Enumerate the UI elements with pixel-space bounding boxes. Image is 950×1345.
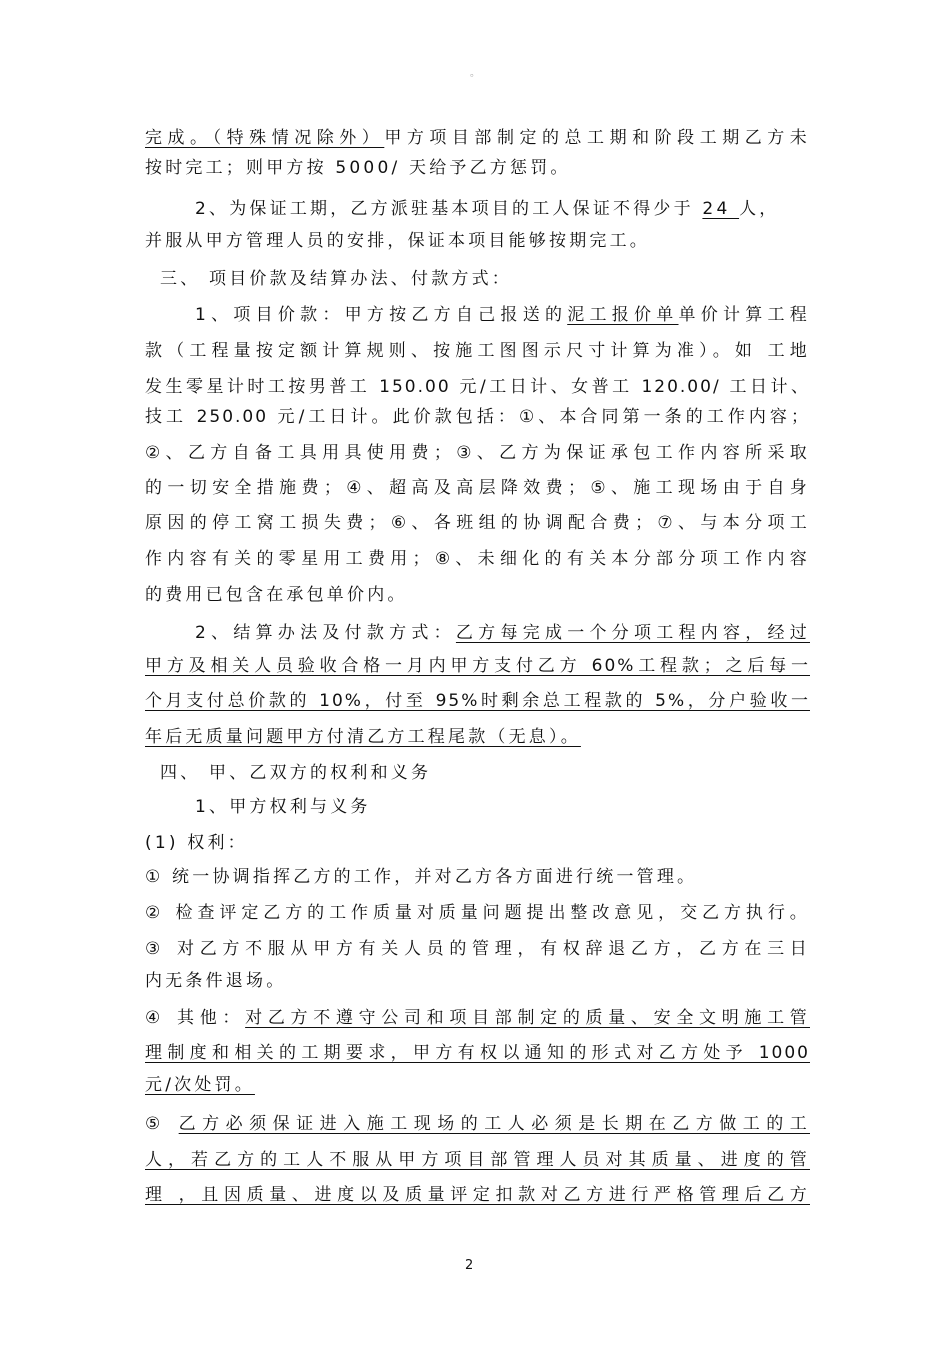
text-run: ① 统一协调指挥乙方的工作，并对乙方各方面进行统一管理。 (145, 867, 698, 887)
text-run: 人， (739, 199, 780, 219)
text-line (145, 1149, 810, 1171)
text-line (145, 902, 810, 924)
text-run: 四、 甲、乙双方的权利和义务 (160, 763, 432, 783)
text-run: ② 检查评定乙方的工作质量对质量问题提出整改意见，交乙方执行。 (145, 903, 810, 923)
underlined-text: 个月支付总价款的 10%，付至 95%时剩余总工程款的 5%，分户验收一 (145, 691, 810, 711)
text-run: 三、 项目价款及结算办法、付款方式： (160, 269, 513, 289)
text-run: 的一切安全措施费；④、超高及高层降效费；⑤、施工现场由于自身 (145, 478, 810, 498)
text-line (145, 584, 810, 606)
text-line (145, 1184, 810, 1206)
text-line (145, 376, 810, 398)
text-line (145, 726, 810, 748)
text-line (145, 477, 810, 499)
text-run: 甲方项目部制定的总工期和阶段工期乙方未 (384, 128, 810, 148)
text-line (145, 512, 810, 534)
text-run: 1、项目价款：甲方按乙方自己报送的 (195, 305, 568, 325)
text-line (145, 230, 810, 252)
underlined-text: 乙方每完成一个分项工程内容，经过 (455, 623, 810, 643)
text-run: ②、乙方自备工具用具使用费；③、乙方为保证承包工作内容所采取 (145, 443, 810, 463)
text-line (145, 340, 810, 362)
text-run: 原因的停工窝工损失费；⑥、各班组的协调配合费；⑦、与本分项工 (145, 513, 810, 533)
underlined-text: 人，若乙方的工人不服从甲方项目部管理人员对其质量、进度的管 (145, 1150, 810, 1170)
text-line (145, 1007, 810, 1029)
underlined-text: 甲方及相关人员验收合格一月内甲方支付乙方 60%工程款；之后每一 (145, 656, 810, 676)
text-line (145, 655, 810, 677)
underlined-text: 理 ，且因质量、进度以及质量评定扣款对乙方进行严格管理后乙方 (145, 1185, 810, 1205)
text-line (145, 690, 810, 712)
text-line (145, 406, 810, 428)
text-run: ⑤ (145, 1114, 179, 1134)
text-line (145, 548, 810, 570)
text-line (195, 198, 810, 220)
text-line (145, 970, 810, 992)
text-run: ③ 对乙方不服从甲方有关人员的管理，有权辞退乙方，乙方在三日 (145, 939, 810, 959)
text-line (145, 127, 810, 149)
underlined-text: 24 (702, 199, 740, 219)
underlined-text: 年后无质量问题甲方付清乙方工程尾款（无息）。 (145, 727, 581, 747)
underlined-text: 理制度和相关的工期要求，甲方有权以通知的形式对乙方处予 1000 (145, 1043, 810, 1063)
text-run: 技工 250.00 元/工日计。此价款包括：①、本合同第一条的工作内容； (145, 407, 810, 427)
text-run: 单价计算工程 (678, 305, 811, 325)
underlined-text: 泥工报价单 (567, 305, 679, 325)
text-line (160, 268, 810, 290)
text-run: 按时完工；则甲方按 5000/ 天给予乙方惩罚。 (145, 158, 571, 178)
text-run: ④ 其他： (145, 1008, 246, 1028)
text-run: 1、甲方权利与义务 (195, 797, 371, 817)
text-run: 款（工程量按定额计算规则、按施工图图示尺寸计算为准）。如 工地 (145, 341, 810, 361)
page-number: 2 (465, 1258, 474, 1273)
text-run: 内无条件退场。 (145, 971, 287, 991)
text-run: (1) 权利： (145, 833, 248, 853)
text-run: 2、为保证工期，乙方派驻基本项目的工人保证不得少于 (195, 199, 703, 219)
text-run: 2、结算办法及付款方式： (195, 623, 456, 643)
text-line (160, 762, 810, 784)
underlined-text: 完成。（特殊情况除外） (145, 128, 385, 148)
text-run: 并服从甲方管理人员的安排，保证本项目能够按期完工。 (145, 231, 650, 251)
text-line (195, 304, 810, 326)
text-line (145, 938, 810, 960)
text-line (195, 622, 810, 644)
header-mark: 。 (470, 68, 480, 79)
text-run: 作内容有关的零星用工费用；⑧、未细化的有关本分部分项工作内容 (145, 549, 810, 569)
text-line (145, 1113, 810, 1135)
text-line (145, 866, 810, 888)
text-run: 的费用已包含在承包单价内。 (145, 585, 408, 605)
underlined-text: 对乙方不遵守公司和项目部制定的质量、安全文明施工管 (245, 1008, 810, 1028)
text-line (195, 796, 810, 818)
text-line (145, 157, 810, 179)
text-line (145, 1074, 810, 1096)
underlined-text: 乙方必须保证进入施工现场的工人必须是长期在乙方做工的工 (178, 1114, 810, 1134)
text-run: 发生零星计时工按男普工 150.00 元/工日计、女普工 120.00/ 工日计、 (145, 377, 810, 397)
underlined-text: 元/次处罚。 (145, 1075, 255, 1095)
text-line (145, 442, 810, 464)
text-line (145, 1042, 810, 1064)
text-line (145, 832, 810, 854)
